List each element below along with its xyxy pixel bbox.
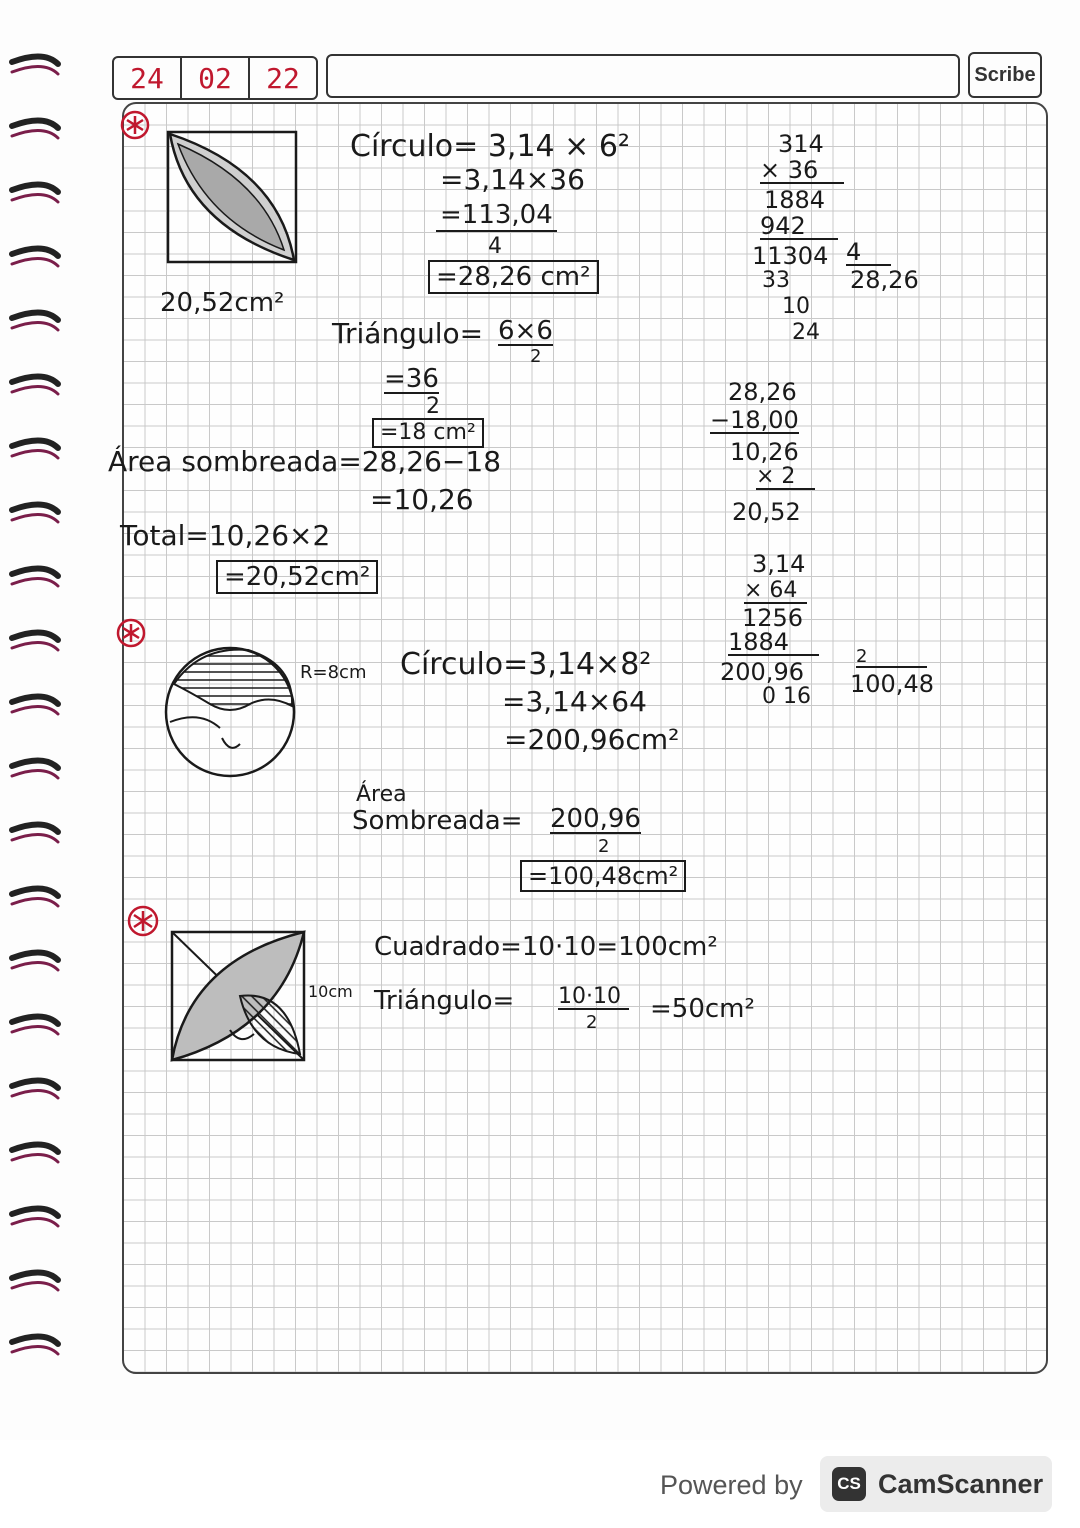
date-year: 22: [266, 61, 300, 95]
side-calc-mult: 3,14: [752, 550, 806, 578]
side-calc-sub: 28,26: [728, 378, 797, 406]
side-length-label: 10cm: [308, 982, 353, 1001]
side-calc-sub: −18,00: [710, 406, 799, 434]
date-month: 02: [182, 58, 250, 98]
date-field: [112, 56, 318, 100]
side-calc-sub: 20,52: [732, 498, 801, 526]
circle-step: =3,14×36: [440, 163, 585, 196]
side-calc-div-step: 24: [792, 320, 820, 345]
triangle-denominator: 2: [530, 346, 542, 367]
triangle-formula: Triángulo=: [332, 317, 484, 350]
powered-by-label: Powered by: [660, 1470, 803, 1500]
triangle-result: =18 cm²: [372, 418, 484, 448]
star-marker-icon: [114, 616, 148, 650]
camscanner-logo-icon: CS: [832, 1467, 866, 1501]
side-calc-mult: 1256: [742, 604, 804, 632]
side-calc-mult: 314: [778, 130, 824, 158]
shaded-area-numerator: 200,96: [550, 804, 641, 834]
yin-yang-circle-figure: [160, 644, 300, 780]
circle-formula: Círculo= 3,14 × 6²: [350, 129, 630, 164]
side-calc-div-step: 33: [762, 268, 790, 293]
shaded-area-formula: Área sombreada=28,26−18: [108, 445, 502, 478]
side-calc-div-quotient: 100,48: [850, 670, 934, 698]
triangle-denominator: 2: [586, 1012, 598, 1033]
side-calc-div-step: 0 16: [762, 684, 811, 709]
side-calc-sub: × 2: [756, 466, 815, 490]
square-petals-figure: [170, 930, 306, 1062]
circle-step: =3,14×64: [502, 685, 647, 718]
circle-result: =28,26 cm²: [428, 260, 599, 294]
side-calc-div-divisor: 2: [856, 648, 927, 668]
title-field: [326, 54, 960, 98]
spiral-binding: [4, 40, 66, 1410]
camscanner-badge: [820, 1456, 1052, 1512]
triangle-step-denominator: 2: [426, 394, 440, 419]
shaded-area-word: Área: [356, 782, 407, 807]
star-marker-icon: [124, 904, 162, 938]
camscanner-name: CamScanner: [878, 1468, 1044, 1499]
side-calc-mult: 942: [760, 214, 838, 240]
side-calc-sub: 10,26: [730, 438, 799, 466]
brand-logo: Scribe: [968, 52, 1042, 98]
triangle-result: =50cm²: [650, 994, 755, 1024]
total-formula: Total=10,26×2: [120, 519, 331, 552]
side-calc-mult: × 64: [744, 580, 807, 604]
square-formula: Cuadrado=10·10=100cm²: [374, 932, 718, 962]
triangle-numerator: 6×6: [498, 316, 553, 346]
side-calc-div-dividend: 11304: [752, 242, 829, 270]
shaded-area-formula: Sombreada=: [352, 806, 523, 836]
date-day: 24: [114, 58, 182, 98]
side-calc-mult: × 36: [760, 158, 844, 184]
side-calc-div-step: 10: [782, 294, 810, 319]
side-calc-mult: 1884: [728, 630, 819, 656]
triangle-numerator: 10·10: [558, 986, 629, 1010]
circle-formula: Círculo=3,14×8²: [400, 647, 652, 682]
shaded-area-step: =10,26: [370, 483, 474, 516]
side-calc-div-divisor: 4: [846, 240, 891, 266]
shaded-area-denominator: 2: [598, 836, 610, 857]
radius-label: R=8cm: [300, 662, 367, 683]
side-calc-mult: 1884: [764, 186, 826, 214]
circle-step-denominator: 4: [488, 234, 502, 259]
answer-label: 20,52cm²: [160, 288, 285, 318]
shaded-area-result: =100,48cm²: [520, 860, 686, 892]
side-calc-div-dividend: 200,96: [720, 658, 804, 686]
side-calc-div-quotient: 28,26: [850, 266, 919, 294]
circle-step: =113,04: [436, 202, 557, 232]
star-marker-icon: [118, 108, 152, 142]
square-lens-figure: [166, 130, 298, 264]
total-result: =20,52cm²: [216, 560, 378, 594]
circle-step: =200,96cm²: [504, 723, 680, 756]
triangle-step: =36: [384, 364, 439, 394]
triangle-formula: Triángulo=: [374, 986, 515, 1016]
